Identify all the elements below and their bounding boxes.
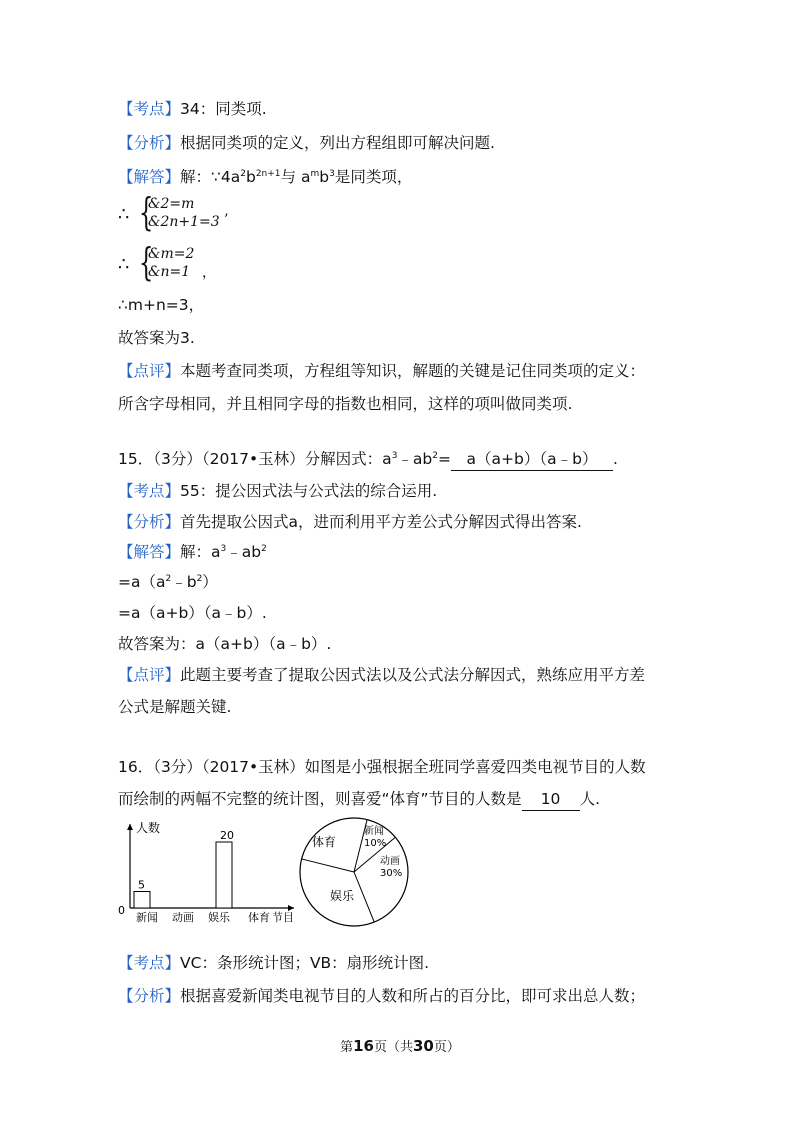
slice-label: 30%: [380, 868, 403, 879]
q14-dianping-cont: 所含字母相同，并且相同字母的指数也相同，这样的项叫做同类项.: [118, 395, 573, 413]
pie-chart: [298, 816, 410, 928]
system-1-line-2: &2n+1=3: [148, 214, 220, 230]
q14-answer: 故答案为3.: [118, 329, 195, 347]
therefore-symbol: ∴: [118, 254, 130, 275]
dianping-label: 【点评】: [118, 666, 181, 684]
jieda-label: 【解答】: [118, 543, 181, 561]
q15-dianping-cont: 公式是解题关键.: [118, 698, 232, 716]
x-tick-label: 动画: [172, 911, 194, 924]
y-axis-label: 人数: [136, 821, 161, 835]
q15-fenxi: 【分析】首先提取公因式a，进而利用平方差公式分解因式得出答案.: [118, 513, 582, 531]
fenxi-label: 【分析】: [118, 987, 181, 1005]
slice-label: 娱乐: [330, 889, 355, 903]
dianping-label: 【点评】: [118, 362, 181, 380]
page-total: 30: [413, 1037, 434, 1055]
page-number: 16: [353, 1037, 374, 1055]
q14-fenxi: 【分析】根据同类项的定义，列出方程组即可解决问题.: [118, 134, 495, 152]
fenxi-label: 【分析】: [118, 513, 181, 531]
therefore-symbol: ∴: [118, 204, 130, 225]
q16-fenxi: 【分析】根据喜爱新闻类电视节目的人数和所占的百分比，即可求出总人数；: [118, 987, 646, 1005]
bar-data-label: 5: [138, 878, 145, 892]
kaodian-label: 【考点】: [118, 954, 181, 972]
equation-system-2: ∴ { &m=2 &n=1 ，: [118, 240, 216, 284]
system-2-line-2: &n=1: [148, 264, 191, 280]
y-axis-arrow: [127, 824, 133, 830]
x-tick-label: 娱乐: [208, 911, 230, 924]
system-1-line-1: &2=m: [148, 196, 195, 212]
kaodian-label: 【考点】: [118, 100, 181, 118]
slice-label: 10%: [364, 838, 387, 849]
q14-kaodian: 【考点】34：同类项.: [118, 100, 267, 118]
q15-step1: $=a(a^2﹣b^2)$: [118, 573, 218, 591]
q15-kaodian: 【考点】55：提公因式法与公式法的综合运用.: [118, 482, 438, 500]
q15-stem: 15．（3分）（2017•玉林）分解因式：$a^3﹣ab^2=$ a（a+b）（a﹣b） .: [118, 448, 618, 471]
q15-jieda: 【解答】解：$a^3﹣ab^2$: [118, 543, 267, 561]
slice-label: 新闻: [364, 826, 384, 837]
q15-step2: =a（a+b）（a﹣b）.: [118, 604, 267, 622]
jieda-label: 【解答】: [118, 168, 181, 186]
page-footer: 第16页（共30页）: [340, 1037, 460, 1055]
slice-label: 体育: [312, 835, 337, 849]
origin-label: 0: [118, 904, 125, 917]
q14-result: ∴m+n=3，: [118, 296, 205, 314]
x-axis-label: 节目: [272, 911, 294, 924]
q16-kaodian: 【考点】VC：条形统计图；VB：扇形统计图.: [118, 954, 430, 972]
bar-data-label: 20: [220, 829, 234, 842]
equation-system-1: ∴ { &2=m &2n+1=3 ’: [118, 190, 229, 234]
x-tick-label: 新闻: [136, 911, 158, 924]
answer-blank: 10: [522, 788, 580, 811]
system-2-line-1: &m=2: [148, 246, 195, 262]
left-brace: {: [138, 190, 154, 234]
q16-stem-1: 16．（3分）（2017•玉林）如图是小强根据全班同学喜爱四类电视节目的人数: [118, 758, 646, 776]
q16-stem-2: 而绘制的两幅不完整的统计图，则喜爱“体育”节目的人数是 10 人.: [118, 788, 600, 811]
q14-jieda: 【解答】解：$\because 4a^2b^{2n+1}$与 $a^mb^3$是同类项，: [118, 168, 413, 186]
kaodian-label: 【考点】: [118, 482, 181, 500]
q15-dianping: 【点评】此题主要考查了提取公因式法以及公式法分解因式，熟练应用平方差: [118, 666, 646, 684]
bar-chart: [116, 816, 306, 924]
bar: [134, 892, 150, 909]
q15-answer: 故答案为：a（a+b）（a﹣b）.: [118, 635, 332, 653]
answer-blank: a（a+b）（a﹣b）: [451, 448, 613, 471]
slice-label: 动画: [380, 856, 400, 867]
x-tick-label: 体育: [248, 911, 270, 924]
fenxi-label: 【分析】: [118, 134, 181, 152]
q14-dianping: 【点评】本题考查同类项，方程组等知识，解题的关键是记住同类项的定义：: [118, 362, 646, 380]
bar: [216, 842, 232, 908]
left-brace: {: [138, 240, 154, 284]
